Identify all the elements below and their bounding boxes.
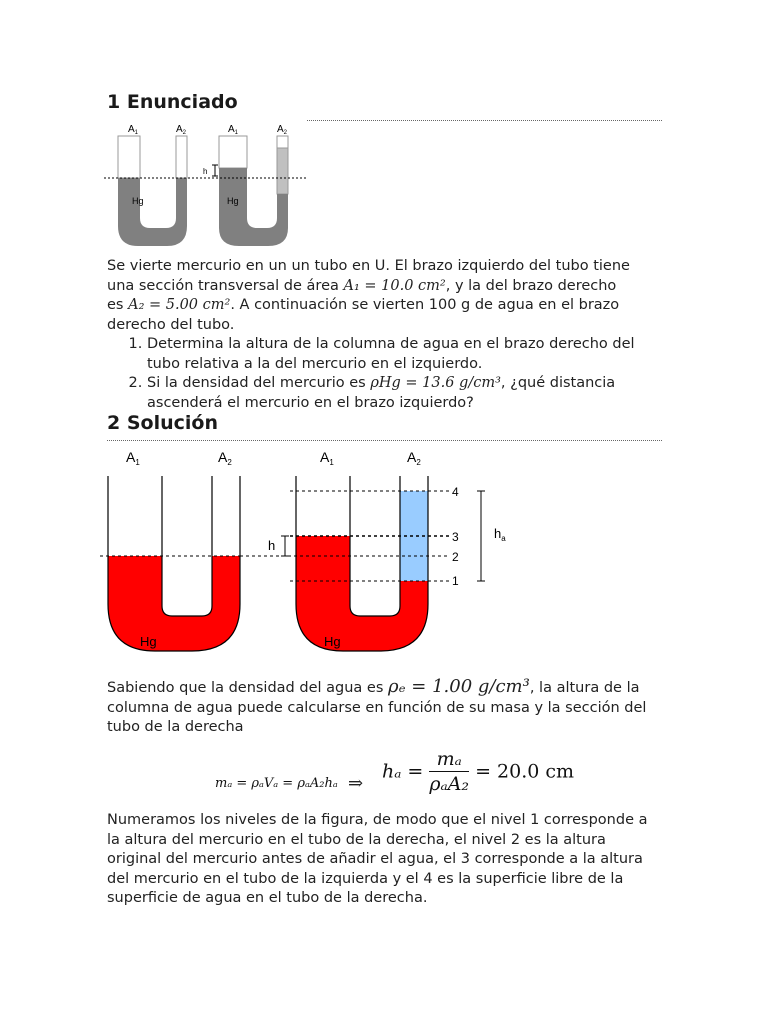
area-a1: A₁ = 10.0 cm² [343, 277, 446, 294]
fig1-right-tube [219, 136, 288, 246]
fig1-a2-left: $A_2$ [176, 124, 187, 136]
question-list [107, 335, 667, 413]
solution-paragraph-2 [107, 811, 667, 909]
section-heading-enunciado [107, 91, 238, 113]
fig1-a2-right: $A_2$ [277, 124, 288, 136]
fig2-a2-right: $A_2$ [407, 449, 421, 467]
area-a2: A₂ = 5.00 cm² [128, 297, 231, 313]
fig2-left-mercury [108, 556, 240, 651]
fig2-a1-left: $A_1$ [126, 449, 140, 467]
equation-block [215, 748, 615, 798]
fig1-h-label: h [203, 167, 208, 176]
section-rule [107, 440, 662, 441]
section-title: Solución [126, 412, 218, 434]
solution-line: la altura del mercurio en el tubo de la derecha, el nivel 2 es la altura [107, 831, 606, 848]
height-equation: hₐ = $\frac{\text{mₐ}}{\text{ρₐA₂}}$ = 20.0 cm [382, 748, 575, 795]
solution-line: superficie de agua en el tubo de la derecha. [107, 890, 428, 906]
fig2-level-1-label: 1 [452, 574, 459, 588]
implies-arrow: ⇒ [348, 773, 364, 794]
section-heading-solucion [107, 412, 218, 434]
water-density: ρₑ = 1.00 g/cm³ [388, 676, 530, 697]
fig2-ha-label: $h_a$ [494, 526, 506, 543]
fig2-a2-left: $A_2$ [218, 449, 232, 467]
fig1-hg-label-right: Hg [227, 196, 239, 206]
fig2-hg-label-left: Hg [140, 634, 157, 649]
fig2-level-2-label: 2 [452, 550, 459, 564]
section-number: 2 [107, 412, 121, 434]
fig1-a1-right: $A_1$ [228, 124, 239, 136]
solution-line: columna de agua puede calcularse en función de su masa y la sección del [107, 699, 647, 716]
fig2-hg-label-right: Hg [324, 634, 341, 649]
solution-line: original del mercurio antes de añadir el agua, el 3 corresponde a la altura [107, 851, 643, 867]
problem-statement [107, 257, 667, 413]
statement-line: es A₂ = 5.00 cm². A continuación se vierten 100 g de agua en el brazo [107, 297, 620, 313]
question-item-2: 2. Si la densidad del mercurio es ρHg = 13.6 g/cm³, ¿qué distancia ascenderá el mercurio en el brazo izquierdo? [147, 374, 667, 413]
mercury-density: ρHg = 13.6 g/cm³ [370, 375, 501, 391]
fig2-a1-right: $A_1$ [320, 449, 334, 467]
question-item-1: 1. Determina la altura de la columna de agua en el brazo derecho del tubo relativa a la del mercurio en el izquierdo. [147, 335, 667, 374]
fig2-left-tube [108, 476, 240, 651]
fig2-level-4-label: 4 [452, 485, 459, 499]
statement-line: derecho del tubo. [107, 316, 235, 333]
fig1-a1-left: $A_1$ [128, 124, 139, 136]
fig2-level-3-label: 3 [452, 530, 459, 544]
fig2-h-label: h [268, 538, 276, 553]
section-title: Enunciado [126, 91, 238, 113]
statement-line: Se vierte mercurio en un un tubo en U. El brazo izquierdo del tubo tiene [107, 258, 630, 274]
solution-line: Numeramos los niveles de la figura, de modo que el nivel 1 corresponde a [107, 812, 648, 828]
fig1-hg-label-left: Hg [132, 196, 144, 206]
figure-enunciado [104, 118, 310, 254]
statement-line: una sección transversal de área A₁ = 10.0 cm², y la del brazo derecho [107, 277, 617, 294]
fig1-left-tube [118, 136, 187, 246]
section-number: 1 [107, 91, 121, 113]
height-fraction: $\frac{\text{mₐ}}{\text{ρₐA₂}}$ [429, 748, 470, 795]
solution-line: tubo de la derecha [107, 719, 244, 735]
fig2-right-tube [296, 476, 428, 651]
section-rule [307, 120, 662, 121]
solution-paragraph-1 [107, 677, 667, 738]
figure-solucion [100, 446, 520, 658]
solution-line: del mercurio en el tubo de la izquierda y el 4 es la superficie libre de la [107, 870, 624, 887]
mass-equation: mₐ = ρₐVₐ = ρₐA₂hₐ [215, 776, 338, 791]
height-result: = 20.0 cm [475, 760, 575, 783]
solution-line: Sabiendo que la densidad del agua es ρₑ = 1.00 g/cm³, la altura de la [107, 676, 640, 697]
